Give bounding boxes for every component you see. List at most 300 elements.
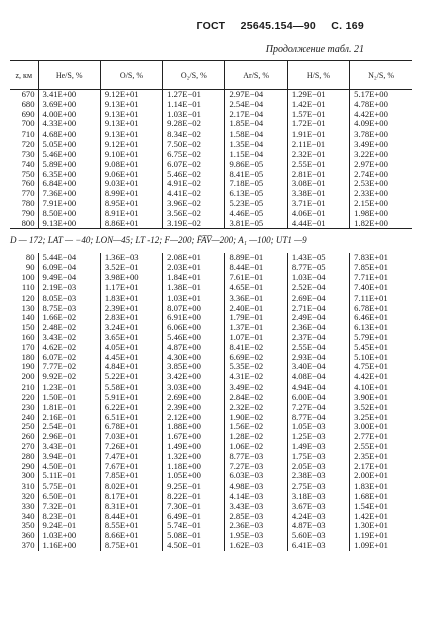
value-cell: 4.87E+00: [163, 343, 225, 353]
altitude-cell: 220: [21, 391, 35, 402]
value-cell: 4.45E+01: [100, 353, 162, 363]
altitude-cell: 730: [21, 148, 35, 159]
value-cell: 4.75E+01: [350, 362, 412, 372]
value-cell: 7.30E−01: [163, 502, 225, 512]
value-cell: 6.46E+01: [350, 313, 412, 323]
column-header: O/S, %: [100, 61, 162, 90]
value-cell: 3.69E+00: [38, 100, 100, 110]
table-row: [10, 219, 412, 229]
value-cell: 1.17E+01: [100, 283, 162, 294]
value-cell: 5.74E−01: [163, 521, 225, 531]
value-cell: 5.45E+01: [350, 343, 412, 353]
value-cell: 9.49E−04: [38, 273, 100, 283]
value-cell: 1.90E−02: [225, 413, 287, 423]
value-cell: 1.05E−03: [287, 422, 349, 432]
value-cell: 4.42E+01: [350, 372, 412, 382]
altitude-cell: 710: [21, 128, 35, 139]
altitude-cell: 110: [21, 282, 35, 293]
value-cell: 6.84E+00: [38, 179, 100, 189]
value-cell: 2.84E−02: [225, 393, 287, 403]
value-cell: 2.53E+00: [350, 179, 412, 189]
value-cell: 4.00E+00: [38, 110, 100, 120]
value-cell: 4.30E+00: [163, 353, 225, 363]
value-cell: 4.33E+00: [38, 119, 100, 129]
value-cell: 9.10E+01: [100, 150, 162, 160]
value-cell: 6.78E+01: [350, 304, 412, 314]
table-row: [10, 471, 412, 481]
value-cell: 9.13E+01: [100, 129, 162, 140]
value-cell: 3.36E−01: [225, 294, 287, 304]
value-cell: 1.81E−01: [38, 403, 100, 413]
value-cell: 6.13E+01: [350, 323, 412, 333]
value-cell: 5.44E−04: [38, 253, 100, 263]
value-cell: 2.85E−03: [225, 512, 287, 522]
value-cell: 2.39E+01: [100, 304, 162, 314]
standard-label: ГОСТ: [196, 20, 226, 32]
value-cell: 1.43E−05: [287, 253, 349, 263]
altitude-cell: 300: [21, 470, 35, 481]
conditions-line: D — 172; LAT — −40; LON—45; LT -12; F—200; F̄A̅V̅—200; A₁ —100; UT1 —9: [10, 235, 307, 246]
value-cell: 2.81E−01: [287, 170, 349, 180]
value-cell: 4.91E−02: [163, 179, 225, 189]
value-cell: 7.26E+01: [100, 442, 162, 452]
value-cell: 2.00E+01: [350, 471, 412, 481]
value-cell: 3.43E−01: [38, 442, 100, 452]
column-header: z, км: [10, 61, 38, 90]
value-cell: 1.36E−03: [100, 253, 162, 263]
value-cell: 8.44E+01: [100, 512, 162, 522]
value-cell: 2.55E+01: [350, 442, 412, 452]
altitude-cell: 290: [21, 460, 35, 471]
value-cell: 7.11E+01: [350, 294, 412, 304]
value-cell: 9.13E+01: [100, 110, 162, 120]
value-cell: 5.60E−03: [287, 531, 349, 541]
value-cell: 2.32E−02: [225, 403, 287, 413]
column-header: O₂/S, %: [163, 61, 225, 90]
value-cell: 6.06E+00: [163, 323, 225, 333]
value-cell: 2.49E−04: [287, 313, 349, 323]
value-cell: 3.18E−03: [287, 492, 349, 502]
value-cell: 6.91E+00: [163, 313, 225, 323]
value-cell: 5.11E−01: [38, 471, 100, 481]
value-cell: 1.56E−02: [225, 422, 287, 432]
value-cell: 3.94E−01: [38, 452, 100, 462]
value-cell: 4.78E+00: [350, 100, 412, 110]
value-cell: 3.49E+00: [350, 140, 412, 150]
value-cell: 8.05E−03: [38, 294, 100, 304]
column-header: H/S, %: [287, 61, 349, 90]
value-cell: 1.15E−04: [225, 150, 287, 160]
value-cell: 1.06E−02: [225, 442, 287, 452]
altitude-cell: 160: [21, 331, 35, 342]
value-cell: 2.77E+01: [350, 432, 412, 442]
altitude-cell: 310: [21, 480, 35, 491]
value-cell: 7.18E−05: [225, 179, 287, 189]
value-cell: 7.83E+01: [350, 253, 412, 263]
value-cell: 2.12E+00: [163, 413, 225, 423]
value-cell: 8.89E−01: [225, 253, 287, 263]
value-cell: 5.10E+01: [350, 353, 412, 363]
value-cell: 1.29E−01: [287, 90, 349, 100]
value-cell: 8.17E+01: [100, 492, 162, 502]
value-cell: 8.41E−02: [225, 343, 287, 353]
value-cell: 3.00E+01: [350, 422, 412, 432]
altitude-cell: 130: [21, 302, 35, 313]
value-cell: 1.28E−02: [225, 432, 287, 442]
conditions-separator-row: [10, 229, 412, 254]
value-cell: 1.32E+00: [163, 452, 225, 462]
altitude-cell: 260: [21, 431, 35, 442]
value-cell: 1.27E−01: [163, 90, 225, 100]
value-cell: 8.86E+01: [100, 219, 162, 229]
value-cell: 2.54E−04: [225, 100, 287, 110]
standard-number: 25645.154—90: [240, 20, 317, 32]
value-cell: 7.85E+01: [100, 471, 162, 481]
value-cell: 1.68E+01: [350, 492, 412, 502]
value-cell: 4.94E−04: [287, 382, 349, 393]
altitude-cell: 750: [21, 168, 35, 179]
altitude-cell: 90: [25, 262, 35, 273]
value-cell: 3.85E+00: [163, 362, 225, 372]
value-cell: 1.23E−01: [38, 382, 100, 393]
value-cell: 2.17E−04: [225, 110, 287, 120]
altitude-cell: 230: [21, 401, 35, 412]
value-cell: 3.71E−01: [287, 199, 349, 209]
value-cell: 9.13E+01: [100, 100, 162, 110]
value-cell: 1.83E+01: [350, 481, 412, 492]
value-cell: 5.35E−02: [225, 362, 287, 372]
value-cell: 4.08E−04: [287, 372, 349, 382]
value-cell: 4.65E−01: [225, 283, 287, 294]
altitude-cell: 350: [21, 520, 35, 531]
value-cell: 4.50E−01: [38, 462, 100, 472]
value-cell: 7.03E+01: [100, 432, 162, 442]
value-cell: 4.09E+00: [350, 119, 412, 129]
value-cell: 4.84E+01: [100, 362, 162, 372]
value-cell: 2.05E−03: [287, 462, 349, 472]
value-cell: 1.95E−03: [225, 531, 287, 541]
altitude-cell: 180: [21, 351, 35, 362]
value-cell: 6.50E−01: [38, 492, 100, 502]
value-cell: 1.72E−01: [287, 119, 349, 129]
value-cell: 6.78E+01: [100, 422, 162, 432]
value-cell: 3.67E−03: [287, 502, 349, 512]
value-cell: 9.24E−01: [38, 521, 100, 531]
altitude-cell: 670: [21, 89, 35, 99]
value-cell: 8.75E+01: [100, 541, 162, 551]
altitude-cell: 100: [21, 271, 35, 282]
altitude-cell: 340: [21, 510, 35, 521]
value-cell: 7.27E−04: [287, 403, 349, 413]
value-cell: 6.49E−01: [163, 512, 225, 522]
value-cell: 1.19E+01: [350, 531, 412, 541]
value-cell: 1.42E+01: [350, 512, 412, 522]
altitude-cell: 170: [21, 341, 35, 352]
value-cell: 2.36E−04: [287, 323, 349, 333]
column-header: He/S, %: [38, 61, 100, 90]
value-cell: 9.12E+01: [100, 90, 162, 100]
value-cell: 2.97E+00: [350, 160, 412, 170]
value-cell: 2.83E+01: [100, 313, 162, 323]
value-cell: 4.06E−01: [287, 209, 349, 219]
value-cell: 6.41E−03: [287, 541, 349, 551]
value-cell: 7.85E+01: [350, 263, 412, 273]
altitude-cell: 370: [21, 540, 35, 551]
value-cell: 4.87E−03: [287, 521, 349, 531]
value-cell: 5.75E−01: [38, 481, 100, 492]
value-cell: 9.92E−02: [38, 372, 100, 382]
value-cell: 6.13E−05: [225, 189, 287, 199]
altitude-cell: 690: [21, 108, 35, 119]
value-cell: 8.31E+01: [100, 502, 162, 512]
value-cell: 2.69E−04: [287, 294, 349, 304]
value-cell: 1.03E−01: [163, 110, 225, 120]
value-cell: 9.03E+01: [100, 179, 162, 189]
value-cell: 6.22E+01: [100, 403, 162, 413]
value-cell: 1.09E+01: [350, 541, 412, 551]
value-cell: 8.50E+00: [38, 209, 100, 219]
value-cell: 6.35E+00: [38, 170, 100, 180]
value-cell: 9.25E−01: [163, 481, 225, 492]
altitude-cell: 80: [25, 252, 35, 263]
value-cell: 1.03E−04: [287, 273, 349, 283]
value-cell: 1.79E−01: [225, 313, 287, 323]
value-cell: 1.66E−02: [38, 313, 100, 323]
value-cell: 2.74E+00: [350, 170, 412, 180]
value-cell: 5.17E+00: [350, 90, 412, 100]
value-cell: 8.66E+01: [100, 531, 162, 541]
value-cell: 8.55E+01: [100, 521, 162, 531]
value-cell: 2.37E−04: [287, 333, 349, 343]
altitude-cell: 790: [21, 207, 35, 218]
value-cell: 2.48E−02: [38, 323, 100, 333]
value-cell: 1.84E+01: [163, 273, 225, 283]
altitude-cell: 270: [21, 440, 35, 451]
value-cell: 2.71E−04: [287, 304, 349, 314]
value-cell: 1.03E+01: [163, 294, 225, 304]
value-cell: 9.86E−05: [225, 160, 287, 170]
altitude-cell: 200: [21, 371, 35, 382]
value-cell: 1.54E+01: [350, 502, 412, 512]
value-cell: 2.54E−01: [38, 422, 100, 432]
value-cell: 1.75E−03: [287, 452, 349, 462]
value-cell: 3.03E+00: [163, 382, 225, 393]
value-cell: 3.52E+01: [350, 403, 412, 413]
value-cell: 1.42E−01: [287, 100, 349, 110]
value-cell: 2.11E−01: [287, 140, 349, 150]
value-cell: 2.96E−01: [38, 432, 100, 442]
value-cell: 3.42E+00: [163, 372, 225, 382]
value-cell: 1.82E+00: [350, 219, 412, 229]
value-cell: 4.68E+00: [38, 129, 100, 140]
value-cell: 5.89E+00: [38, 160, 100, 170]
value-cell: 5.23E−05: [225, 199, 287, 209]
altitude-cell: 120: [21, 292, 35, 303]
value-cell: 2.19E−03: [38, 283, 100, 294]
altitude-cell: 800: [10, 219, 38, 229]
value-cell: 1.18E+00: [163, 462, 225, 472]
value-cell: 4.24E−03: [287, 512, 349, 522]
value-cell: 1.88E+00: [163, 422, 225, 432]
value-cell: 1.49E+00: [163, 442, 225, 452]
value-cell: 5.46E−02: [163, 170, 225, 180]
value-cell: 5.79E+01: [350, 333, 412, 343]
value-cell: 4.50E−01: [163, 541, 225, 551]
value-cell: 2.32E−01: [287, 150, 349, 160]
value-cell: 1.62E−03: [225, 541, 287, 551]
value-cell: 2.16E−01: [38, 413, 100, 423]
value-cell: 8.77E−03: [225, 452, 287, 462]
value-cell: 3.56E−02: [163, 209, 225, 219]
table-row: [10, 541, 412, 551]
value-cell: 3.25E+01: [350, 413, 412, 423]
value-cell: 2.75E−03: [287, 481, 349, 492]
column-header: Ar/S, %: [225, 61, 287, 90]
value-cell: 8.99E+01: [100, 189, 162, 199]
value-cell: 6.00E−04: [287, 393, 349, 403]
value-cell: 2.33E+00: [350, 189, 412, 199]
value-cell: 8.77E−05: [287, 263, 349, 273]
value-cell: 3.52E−01: [100, 263, 162, 273]
value-cell: 5.05E+00: [38, 140, 100, 150]
value-cell: 4.44E−01: [287, 219, 349, 229]
value-cell: 8.91E+01: [100, 209, 162, 219]
value-cell: 9.28E−02: [163, 119, 225, 129]
value-cell: 6.75E−02: [163, 150, 225, 160]
value-cell: 1.67E+00: [163, 432, 225, 442]
value-cell: 9.12E+01: [100, 140, 162, 150]
value-cell: 5.58E+01: [100, 382, 162, 393]
value-cell: 9.13E+00: [38, 219, 100, 229]
altitude-cell: 210: [21, 381, 35, 392]
value-cell: 1.16E+00: [38, 541, 100, 551]
value-cell: 2.35E+01: [350, 452, 412, 462]
value-cell: 7.67E+01: [100, 462, 162, 472]
value-cell: 2.03E+01: [163, 263, 225, 273]
value-cell: 6.03E−03: [225, 471, 287, 481]
value-cell: 7.77E−02: [38, 362, 100, 372]
value-cell: 5.22E+01: [100, 372, 162, 382]
value-cell: 3.65E+01: [100, 333, 162, 343]
value-cell: 3.41E+00: [38, 90, 100, 100]
value-cell: 7.50E−02: [163, 140, 225, 150]
value-cell: 9.13E+01: [100, 119, 162, 129]
value-cell: 8.02E+01: [100, 481, 162, 492]
altitude-cell: 740: [21, 158, 35, 169]
value-cell: 2.69E+00: [163, 393, 225, 403]
value-cell: 8.22E−01: [163, 492, 225, 502]
altitude-cell: 320: [21, 491, 35, 502]
value-cell: 1.07E−01: [225, 333, 287, 343]
altitude-cell: 280: [21, 450, 35, 461]
value-cell: 4.05E+01: [100, 343, 162, 353]
value-cell: 6.07E−02: [38, 353, 100, 363]
value-cell: 3.81E−05: [225, 219, 287, 229]
value-cell: 7.27E−03: [225, 462, 287, 472]
altitude-cell: 770: [21, 188, 35, 199]
value-cell: 4.10E+01: [350, 382, 412, 393]
atmosphere-composition-table: [10, 60, 412, 551]
value-cell: 1.83E+01: [100, 294, 162, 304]
altitude-cell: 760: [21, 178, 35, 189]
value-cell: 8.95E+01: [100, 199, 162, 209]
value-cell: 8.41E−05: [225, 170, 287, 180]
value-cell: 8.23E−01: [38, 512, 100, 522]
altitude-cell: 700: [21, 118, 35, 129]
value-cell: 1.50E−01: [38, 393, 100, 403]
value-cell: 3.08E−01: [287, 179, 349, 189]
value-cell: 2.39E+00: [163, 403, 225, 413]
value-cell: 4.14E−03: [225, 492, 287, 502]
value-cell: 7.91E+00: [38, 199, 100, 209]
value-cell: 3.24E+01: [100, 323, 162, 333]
value-cell: 5.08E−01: [163, 531, 225, 541]
altitude-cell: 240: [21, 411, 35, 422]
value-cell: 1.37E−01: [225, 323, 287, 333]
value-cell: 1.38E−01: [163, 283, 225, 294]
value-cell: 4.31E−02: [225, 372, 287, 382]
value-cell: 5.91E+01: [100, 393, 162, 403]
value-cell: 9.06E+01: [100, 170, 162, 180]
value-cell: 3.19E−02: [163, 219, 225, 229]
column-header: N₂/S, %: [350, 61, 412, 90]
altitude-cell: 190: [21, 361, 35, 372]
value-cell: 1.14E−01: [163, 100, 225, 110]
value-cell: 2.55E−04: [287, 343, 349, 353]
altitude-cell: 140: [21, 312, 35, 323]
value-cell: 8.07E+00: [163, 304, 225, 314]
value-cell: 3.43E−03: [225, 502, 287, 512]
value-cell: 3.43E−02: [38, 333, 100, 343]
value-cell: 1.85E−04: [225, 119, 287, 129]
value-cell: 1.49E−03: [287, 442, 349, 452]
value-cell: 3.90E+01: [350, 393, 412, 403]
table-row: [10, 372, 412, 382]
value-cell: 3.40E−04: [287, 362, 349, 372]
value-cell: 8.77E−04: [287, 413, 349, 423]
value-cell: 8.34E−02: [163, 129, 225, 140]
value-cell: 7.36E+00: [38, 189, 100, 199]
value-cell: 3.96E−02: [163, 199, 225, 209]
value-cell: 4.62E−02: [38, 343, 100, 353]
value-cell: 1.57E−01: [287, 110, 349, 120]
value-cell: 6.51E+01: [100, 413, 162, 423]
page-number: С. 169: [331, 20, 364, 32]
value-cell: 8.44E−01: [225, 263, 287, 273]
value-cell: 6.69E−02: [225, 353, 287, 363]
value-cell: 7.61E−01: [225, 273, 287, 283]
value-cell: 4.98E−03: [225, 481, 287, 492]
value-cell: 2.15E+00: [350, 199, 412, 209]
value-cell: 7.32E−01: [38, 502, 100, 512]
value-cell: 9.08E+01: [100, 160, 162, 170]
value-cell: 3.78E+00: [350, 129, 412, 140]
value-cell: 6.09E−04: [38, 263, 100, 273]
value-cell: 6.07E−02: [163, 160, 225, 170]
value-cell: 3.98E+00: [100, 273, 162, 283]
value-cell: 2.93E−04: [287, 353, 349, 363]
value-cell: 1.05E+00: [163, 471, 225, 481]
value-cell: 7.71E+01: [350, 273, 412, 283]
value-cell: 3.22E+00: [350, 150, 412, 160]
value-cell: 2.38E−03: [287, 471, 349, 481]
altitude-cell: 720: [21, 139, 35, 150]
value-cell: 3.49E−02: [225, 382, 287, 393]
table-row: [10, 119, 412, 129]
value-cell: 2.52E−04: [287, 283, 349, 294]
value-cell: 2.55E−01: [287, 160, 349, 170]
table-header-row: [10, 61, 412, 90]
